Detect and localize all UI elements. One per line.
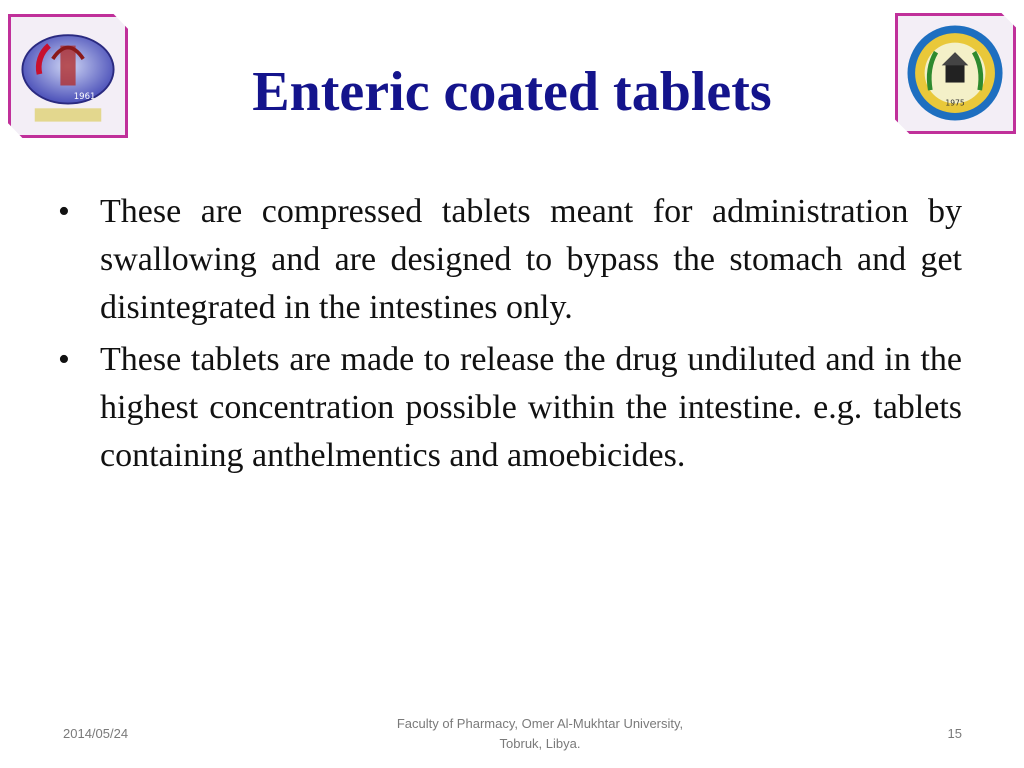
bullet-list — [58, 188, 962, 484]
footer-institution-line2: Tobruk, Libya. — [499, 736, 581, 751]
bullet-item — [58, 336, 962, 480]
faculty-emblem-icon — [11, 17, 125, 135]
bullet-text: These are compressed tablets meant for administration by swallowing and are designed to bypass the stomach and get disintegrated in the intestines only. — [100, 193, 962, 326]
footer-date: 2014/05/24 — [63, 726, 129, 741]
slide-title: Enteric coated tablets — [252, 61, 772, 123]
svg-text:1961: 1961 — [73, 91, 96, 102]
faculty-logo — [8, 14, 128, 138]
bullet-item — [58, 188, 962, 332]
university-logo — [895, 13, 1016, 134]
slide-footer — [0, 714, 1024, 764]
bullet-icon: • — [58, 341, 70, 378]
university-seal-icon — [898, 16, 1013, 131]
footer-institution — [340, 714, 740, 754]
footer-institution-line1: Faculty of Pharmacy, Omer Al-Mukhtar University, — [396, 716, 684, 731]
page-number: 15 — [947, 726, 962, 741]
svg-text:1975: 1975 — [945, 98, 965, 108]
bullet-icon: • — [58, 193, 70, 230]
bullet-text: These tablets are made to release the drug undiluted and in the highest concentration possible within the intestine. e.g. tablets containing anthelmentics and amoebicides. — [100, 341, 962, 474]
